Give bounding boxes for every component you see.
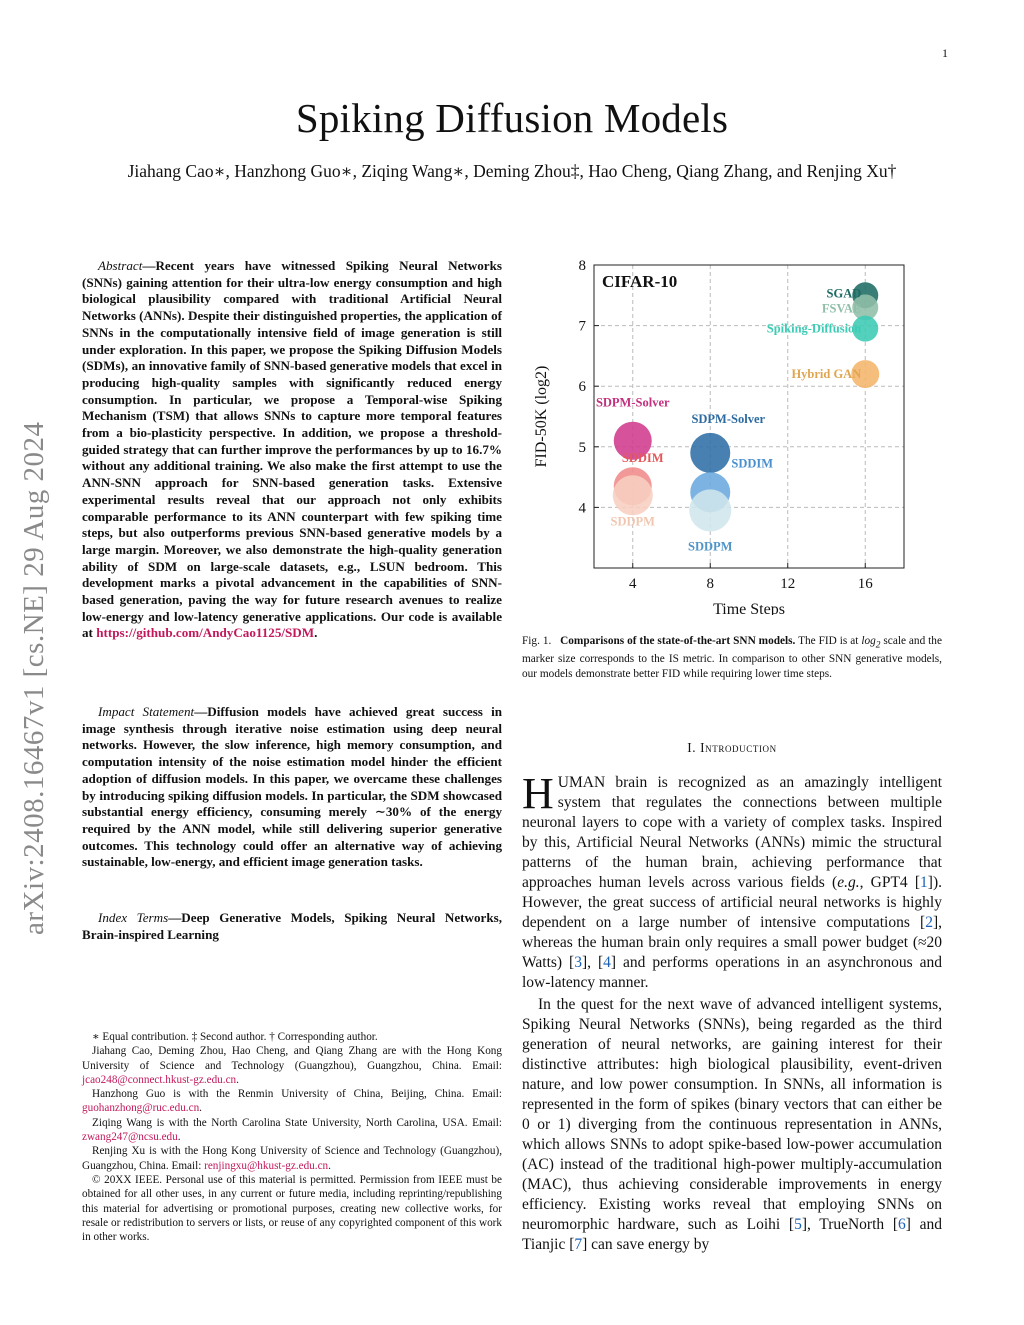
period: . xyxy=(177,1131,181,1144)
citation-5[interactable]: 5 xyxy=(794,1216,802,1233)
abstract-label: Abstract xyxy=(98,258,143,273)
data-label: SDDPM xyxy=(688,539,733,554)
footnote-copyright: © 20XX IEEE. Personal use of this material is permitted. Permission from IEEE must be obtained for all other uses, in any current or future media, including reprinting/republishing this material for advertising or promotional purposes, creating new collective works, for resale or redistribution to servers or lists, or reuse of any copyrighted component of this work in other works. xyxy=(82,1173,502,1244)
intro-paragraph-1 xyxy=(522,769,942,993)
intro-p2-b: ], TrueNorth [ xyxy=(801,1216,899,1233)
x-tick-label: 4 xyxy=(629,576,637,592)
intro-p1-c: ]). However, the great success of artificial neural networks is highly dependent on a large number of intensive computations [ xyxy=(522,874,942,931)
affiliation-1-text: Jiahang Cao, Deming Zhou, Hao Cheng, and Qiang Zhang are with the Hong Kong University of Science and Technology (Guangzhou), Guangzhou, China. Email: xyxy=(82,1045,502,1072)
section-heading xyxy=(522,740,942,756)
citation-1[interactable]: 1 xyxy=(920,874,928,891)
impact-label: Impact Statement xyxy=(98,704,195,719)
data-label: SGAD xyxy=(826,286,862,301)
section-number: I. xyxy=(687,740,697,755)
data-point xyxy=(689,489,731,531)
y-tick-label: 4 xyxy=(578,500,586,517)
caption-math-log: log xyxy=(861,635,876,647)
data-label: SDPM-Solver xyxy=(691,411,766,426)
abstract-end: . xyxy=(314,625,318,641)
citation-6[interactable]: 6 xyxy=(898,1216,906,1233)
intro-eg: e.g. xyxy=(837,874,860,891)
section-title: Introduction xyxy=(700,740,777,755)
period: . xyxy=(199,1102,202,1115)
data-label: FSVAE xyxy=(821,301,862,316)
impact-section xyxy=(82,704,502,871)
intro-p1-e: ], [ xyxy=(581,954,604,971)
abstract-section xyxy=(82,258,502,642)
footnote-affiliation-1 xyxy=(82,1044,502,1087)
email-link-2[interactable]: guohanzhong@ruc.edu.cn xyxy=(82,1102,200,1115)
period: . xyxy=(328,1159,331,1172)
x-tick-label: 16 xyxy=(857,576,873,592)
chart-title: CIFAR-10 xyxy=(602,272,678,291)
data-label: SDDPM xyxy=(610,514,655,529)
email-link-3[interactable]: zwang247@ncsu.edu xyxy=(82,1131,178,1144)
y-tick-label: 6 xyxy=(578,379,586,396)
citation-3[interactable]: 3 xyxy=(574,954,582,971)
citation-7[interactable]: 7 xyxy=(574,1236,583,1253)
page-number: 1 xyxy=(942,46,948,60)
intro-p1-d: ], whereas the human brain only requires a small power budget (≈20 Watts) [ xyxy=(522,914,942,971)
figure-caption xyxy=(522,634,942,681)
footnote-affiliation-4 xyxy=(82,1144,502,1173)
y-tick-label: 5 xyxy=(578,439,586,456)
data-point xyxy=(613,475,653,515)
intro-p2-c: ] and Tianjic [ xyxy=(522,1216,943,1253)
index-terms-label: Index Terms xyxy=(98,910,169,925)
email-link-1[interactable]: jcao248@connect.hkust-gz.edu.cn xyxy=(82,1073,237,1086)
intro-p1-b: , GPT4 [ xyxy=(859,874,921,891)
y-axis-label: FID-50K (log2) xyxy=(533,365,550,468)
y-tick-label: 8 xyxy=(578,258,586,274)
affiliation-4-text: Renjing Xu is with the Hong Kong University of Science and Technology (Guangzhou), Guangzhou, China. Email: xyxy=(82,1145,502,1172)
caption-math xyxy=(861,635,881,651)
citation-4[interactable]: 4 xyxy=(603,954,611,971)
arxiv-watermark: arXiv:2408.16467v1 [cs.NE] 29 Aug 2024 xyxy=(18,421,50,935)
intro-p2-a: In the quest for the next wave of advanced intelligent systems, Spiking Neural Networks (SNNs), being regarded as the third generation of neural networks, are gaining interest for their distinctive attributes: high biological plausibility, event-driven nature, and low power consumption. In SNNs, all information is represented in the form of spikes (binary vectors that can either be 0 or 1) diverging from the continuous representation in ANNs, which allows SNNs to adopt spike-based low-power accumulation (AC) instead of the traditional high-power multiply-accumulation (MAC), thus achieving considerable improvements in energy efficiency. Existing works reveal that employing SNNs on neuromorphic hardware, such as Loihi [ xyxy=(522,996,942,1233)
caption-bold: Comparisons of the state-of-the-art SNN models. xyxy=(560,635,796,647)
data-label: SDDIM xyxy=(731,456,774,471)
x-tick-label: 12 xyxy=(780,576,796,592)
x-tick-label: 8 xyxy=(706,576,714,592)
scatter-chart xyxy=(522,255,942,615)
footnotes xyxy=(82,1030,502,1244)
data-point xyxy=(690,433,730,473)
author-list: Jiahang Cao∗, Hanzhong Guo∗, Ziqing Wang∗, Deming Zhou‡, Hao Cheng, Qiang Zhang, and Renjing Xu† xyxy=(127,161,897,181)
data-label: SDDIM xyxy=(621,451,664,466)
period: . xyxy=(236,1073,239,1086)
code-link[interactable]: https://github.com/AndyCao1125/SDM xyxy=(96,625,315,641)
figure-1 xyxy=(522,255,942,615)
drop-cap: H xyxy=(522,769,554,818)
citation-2[interactable]: 2 xyxy=(925,914,933,931)
data-label: Spiking-Diffusion xyxy=(766,321,862,336)
data-label: SDPM-Solver xyxy=(595,395,670,410)
affiliation-3-text: Ziqing Wang is with the North Carolina State University, North Carolina, USA. Email: xyxy=(92,1116,502,1129)
footnote-contribution: ∗ Equal contribution. ‡ Second author. † Corresponding author. xyxy=(92,1031,378,1043)
data-label: Hybrid GAN xyxy=(791,367,862,382)
x-axis-label: Time Steps xyxy=(713,601,785,615)
footnote-affiliation-2 xyxy=(82,1087,502,1116)
index-terms-section xyxy=(82,910,502,943)
chart-points xyxy=(596,282,879,553)
intro-p2-d: ] can save energy by xyxy=(582,1236,710,1253)
caption-text-a: The FID is at xyxy=(798,635,859,647)
email-link-4[interactable]: renjingxu@hkust-gz.edu.cn xyxy=(204,1159,329,1172)
caption-math-sub: 2 xyxy=(875,640,881,651)
abstract-text: —Recent years have witnessed Spiking Neural Networks (SNNs) gaining attention for their ultra-low energy consumption and high biological plausibility compared with traditional Artificial Neural Networks (ANNs). Despite their distinguished properties, the application of SNNs in the computationally intensive field of image generation is still under exploration. In this paper, we propose the Spiking Diffusion Models (SDMs), an innovative family of SNN-based generative models that excel in producing high-quality samples with significantly reduced energy consumption. In particular, we propose a Temporal-wise Spiking Mechanism (TSM) that allows SNNs to capture more temporal features from a bio-plasticity perspective. In addition, we propose a threshold-guided strategy that can further improve the performances by up to 16.7% without any additional training. We also make the first attempt to use the ANN-SNN approach for SNN-based generation tasks. Extensive experimental results reveal that our approach not only exhibits comparable performance to its ANN counterpart with few spiking time steps, but also outperforms previous SNN-based generative models by a large margin. Moreover, we also demonstrate the high-quality generation ability of SDM on large-scale datasets, e.g., LSUN bedroom. This development marks a pivotal advancement in the capabilities of SNN-based generation, paving the way for future research avenues to realize low-energy and low-latency generative applications. Our code is available at xyxy=(82,258,502,641)
footnote-affiliation-3 xyxy=(82,1116,502,1145)
introduction-body xyxy=(522,769,943,1255)
y-tick-label: 7 xyxy=(578,318,586,335)
intro-paragraph-2 xyxy=(522,995,942,1255)
intro-p1-f: ] and performs operations in an asynchronous and low-latency manner. xyxy=(522,954,942,991)
paper-title: Spiking Diffusion Models xyxy=(295,95,729,141)
impact-text: —Diffusion models have achieved great success in image synthesis through iterative noise estimation using deep neural networks. However, the slow inference, high memory consumption, and computation intensity of the noise estimation model hinder the efficient adoption of diffusion models. In this paper, we overcame these challenges by introducing spiking diffusion models. In particular, the SDM showcased substantial energy efficiency, consuming merely ∼30% of the energy required by the ANN model, while still delivering superior generative outcomes. This technology could offer an alternative way of achieving sustainable, low-energy, and efficient image generation tasks. xyxy=(82,704,502,870)
caption-text-b: scale and the marker size corresponds to the IS metric. In comparison to other SNN generative models, our models demonstrate better FID while requiring lower time steps. xyxy=(522,635,942,680)
affiliation-2-text: Hanzhong Guo is with the Renmin University of China, Beijing, China. Email: xyxy=(92,1088,502,1101)
index-terms-text: —Deep Generative Models, Spiking Neural Networks, Brain-inspired Learning xyxy=(82,910,502,942)
caption-label: Fig. 1. xyxy=(522,635,552,647)
intro-p1-a: UMAN brain is recognized as an amazingly intelligent system that regulates the connections between multiple neuronal layers to cope with a variety of complex tasks. Inspired by this, Artificial Neural Networks (ANNs) mimic the structural patterns of the human brain, achieving performance that approaches human levels across various fields ( xyxy=(522,774,942,891)
